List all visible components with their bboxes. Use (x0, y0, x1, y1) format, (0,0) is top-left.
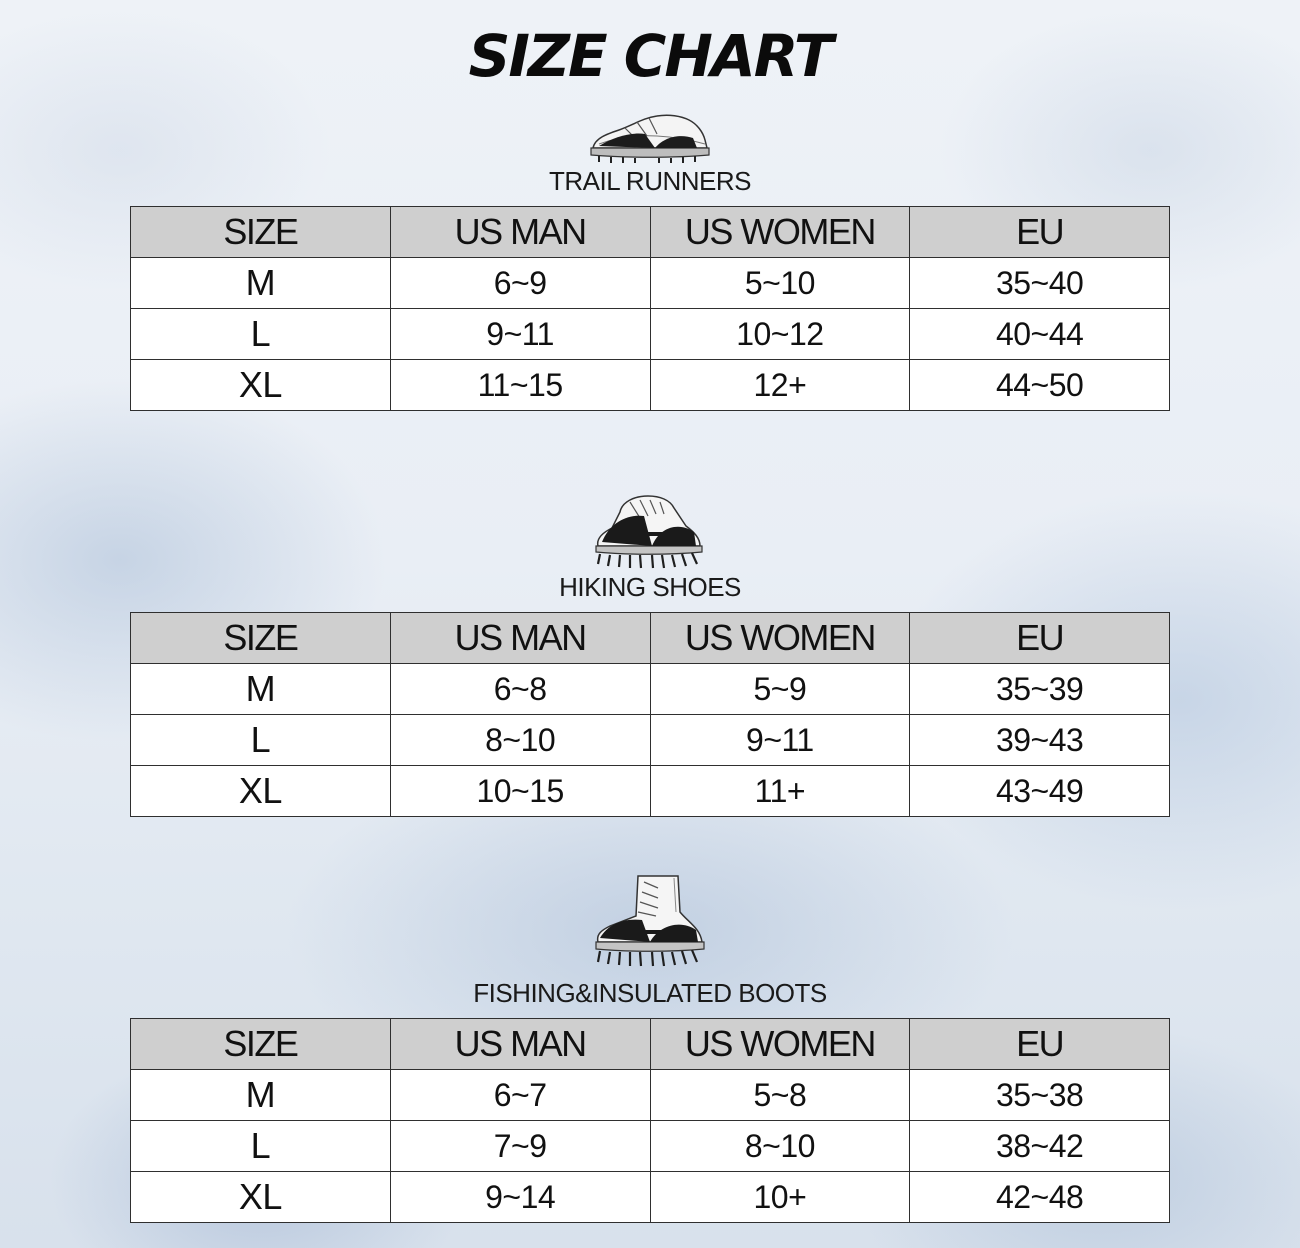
column-header-eu: EU (910, 613, 1170, 664)
us-women-cell: 9~11 (650, 715, 910, 766)
trail-runner-shoe-icon (585, 108, 715, 164)
column-header-size: SIZE (131, 1019, 391, 1070)
size-cell: L (131, 715, 391, 766)
size-table-hiking-shoes (130, 612, 1170, 817)
us-man-cell: 9~11 (390, 309, 650, 360)
column-header-us-man: US MAN (390, 207, 650, 258)
category-label: HIKING SHOES (559, 572, 741, 602)
us-women-cell: 10~12 (650, 309, 910, 360)
us-man-cell: 6~9 (390, 258, 650, 309)
eu-cell: 38~42 (910, 1121, 1170, 1172)
page-title: SIZE CHART (468, 22, 832, 90)
eu-cell: 39~43 (910, 715, 1170, 766)
us-man-cell: 6~8 (390, 664, 650, 715)
size-cell: L (131, 1121, 391, 1172)
size-cell: L (131, 309, 391, 360)
column-header-size: SIZE (131, 207, 391, 258)
category-label: FISHING&INSULATED BOOTS (473, 978, 827, 1008)
column-header-us-man: US MAN (390, 613, 650, 664)
eu-cell: 43~49 (910, 766, 1170, 817)
size-cell: M (131, 1070, 391, 1121)
us-man-cell: 10~15 (390, 766, 650, 817)
us-women-cell: 10+ (650, 1172, 910, 1223)
size-cell: XL (131, 766, 391, 817)
table-row (131, 1172, 1170, 1223)
section-insulated-boots (130, 872, 1170, 1224)
us-man-cell: 7~9 (390, 1121, 650, 1172)
us-women-cell: 12+ (650, 360, 910, 411)
size-table-insulated-boots (130, 1018, 1170, 1223)
us-man-cell: 6~7 (390, 1070, 650, 1121)
table-row (131, 360, 1170, 411)
us-women-cell: 5~10 (650, 258, 910, 309)
us-women-cell: 8~10 (650, 1121, 910, 1172)
table-header-row (131, 1019, 1170, 1070)
table-row (131, 309, 1170, 360)
section-hiking-shoes (130, 492, 1170, 818)
column-header-us-women: US WOMEN (650, 613, 910, 664)
section-trail-runners (130, 108, 1170, 412)
eu-cell: 35~38 (910, 1070, 1170, 1121)
us-women-cell: 5~9 (650, 664, 910, 715)
table-row (131, 1070, 1170, 1121)
eu-cell: 42~48 (910, 1172, 1170, 1223)
table-header-row (131, 613, 1170, 664)
table-header-row (131, 207, 1170, 258)
table-row (131, 664, 1170, 715)
column-header-size: SIZE (131, 613, 391, 664)
size-cell: M (131, 664, 391, 715)
us-women-cell: 5~8 (650, 1070, 910, 1121)
column-header-us-women: US WOMEN (650, 1019, 910, 1070)
us-women-cell: 11+ (650, 766, 910, 817)
eu-cell: 40~44 (910, 309, 1170, 360)
hiking-shoe-icon (590, 492, 710, 572)
eu-cell: 35~39 (910, 664, 1170, 715)
insulated-boot-icon (588, 872, 712, 972)
eu-cell: 35~40 (910, 258, 1170, 309)
category-label: TRAIL RUNNERS (548, 166, 751, 196)
us-man-cell: 11~15 (390, 360, 650, 411)
table-row (131, 258, 1170, 309)
column-header-us-man: US MAN (390, 1019, 650, 1070)
column-header-eu: EU (910, 207, 1170, 258)
us-man-cell: 9~14 (390, 1172, 650, 1223)
table-row (131, 715, 1170, 766)
us-man-cell: 8~10 (390, 715, 650, 766)
size-cell: XL (131, 1172, 391, 1223)
eu-cell: 44~50 (910, 360, 1170, 411)
column-header-us-women: US WOMEN (650, 207, 910, 258)
size-cell: XL (131, 360, 391, 411)
table-row (131, 766, 1170, 817)
table-row (131, 1121, 1170, 1172)
column-header-eu: EU (910, 1019, 1170, 1070)
size-table-trail-runners (130, 206, 1170, 411)
size-cell: M (131, 258, 391, 309)
